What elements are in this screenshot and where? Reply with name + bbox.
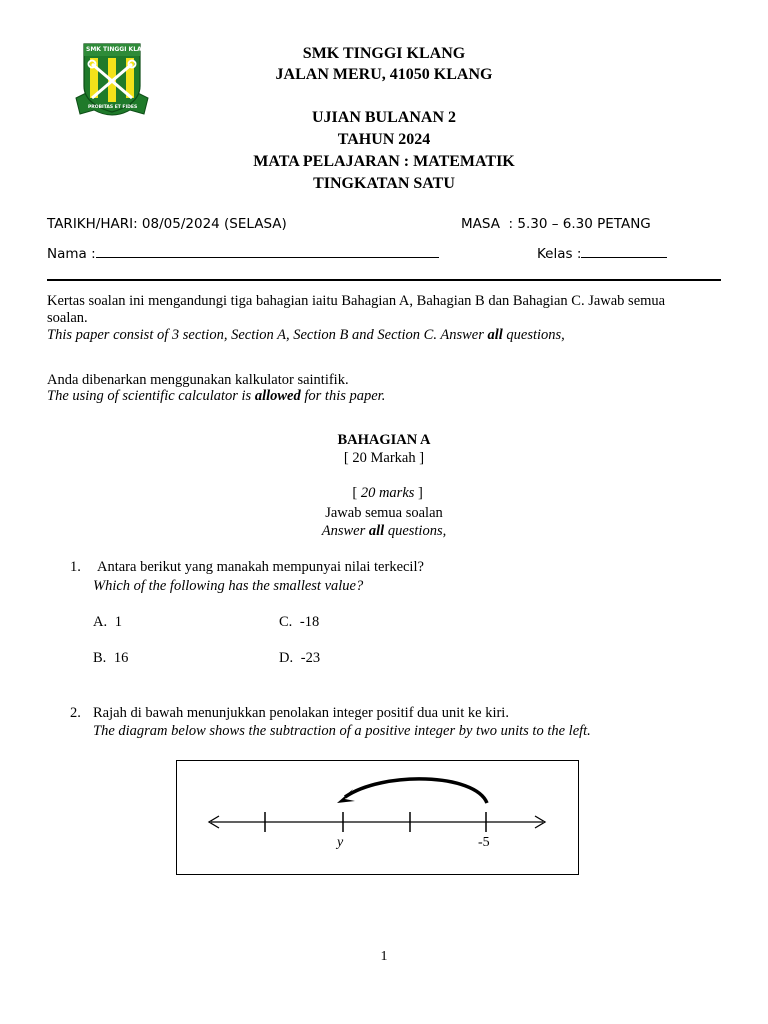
marks-en-text: 20 marks — [360, 485, 415, 501]
name-underline — [96, 243, 439, 258]
calculator-en-post: for this paper. — [300, 388, 386, 404]
instruction-ms — [47, 293, 721, 327]
answer-en-bold: all — [368, 523, 385, 539]
name-field[interactable] — [47, 243, 439, 262]
time-label: MASA : 5.30 – 6.30 PETANG — [461, 216, 651, 232]
instruction-ms-line1: Kertas soalan ini mengandungi tiga bahagian iaitu Bahagian A, Bahagian B dan Bahagian C. Jawab semua — [47, 293, 666, 309]
option-c[interactable] — [279, 614, 319, 631]
option-b-value: 16 — [113, 650, 129, 666]
option-a-letter: A. — [93, 614, 108, 630]
date-label: TARIKH/HARI: 08/05/2024 (SELASA) — [47, 216, 287, 232]
option-a-value: 1 — [114, 614, 122, 630]
option-c-letter: C. — [279, 614, 293, 630]
school-address: JALAN MERU, 41050 KLANG — [275, 66, 493, 83]
logo-banner-text: SMK TINGGI KLANG — [86, 46, 152, 53]
section-marks-en — [0, 468, 768, 502]
option-d-letter: D. — [279, 650, 294, 666]
question-2-text-en: The diagram below shows the subtraction of a positive integer by two units to the left. — [93, 723, 591, 739]
page-number: 1 — [380, 949, 388, 964]
label-minus-5: -5 — [478, 835, 490, 850]
section-marks-ms: [ 20 Markah ] — [343, 450, 425, 466]
answer-en-post: questions, — [384, 523, 447, 539]
school-name: SMK TINGGI KLANG — [302, 45, 466, 62]
option-a[interactable] — [93, 614, 122, 631]
jump-arc-arrow — [345, 779, 487, 803]
exam-subject: MATA PELAJARAN : MATEMATIK — [253, 153, 515, 170]
exam-title: UJIAN BULANAN 2 — [311, 109, 456, 126]
marks-en-open: [ — [352, 485, 361, 501]
question-1-text-ms: Antara berikut yang manakah mempunyai nilai terkecil? — [97, 559, 424, 575]
option-d-value: -23 — [300, 650, 321, 666]
option-d[interactable] — [279, 650, 320, 667]
option-b[interactable] — [93, 650, 128, 667]
option-b-letter: B. — [93, 650, 107, 666]
instruction-en-pre: This paper consist of 3 section, Section A, Section B and Section C. Answer — [47, 327, 488, 343]
question-2-number: 2. — [70, 705, 81, 721]
exam-year: TAHUN 2024 — [337, 131, 431, 148]
question-2-text-ms: Rajah di bawah menunjukkan penolakan integer positif dua unit ke kiri. — [93, 705, 509, 721]
answer-ms: Jawab semua soalan — [325, 505, 443, 521]
question-1-text-en: Which of the following has the smallest value? — [93, 578, 364, 594]
logo-motto-text: PROBITAS ET FIDES — [88, 105, 138, 110]
question-1-number: 1. — [70, 559, 81, 575]
calculator-en-pre: The using of scientific calculator is — [47, 388, 255, 404]
exam-form: TINGKATAN SATU — [313, 175, 455, 192]
calculator-en-bold: allowed — [254, 388, 301, 404]
class-underline — [581, 243, 667, 258]
number-line-diagram — [176, 760, 579, 875]
calculator-ms: Anda dibenarkan menggunakan kalkulator saintifik. — [47, 372, 349, 388]
name-label: Nama : — [47, 246, 96, 262]
calculator-en — [47, 388, 385, 405]
instruction-en-bold: all — [487, 327, 503, 343]
class-field[interactable] — [537, 243, 667, 262]
instruction-en-post: questions, — [502, 327, 565, 343]
answer-en-pre: Answer — [321, 523, 369, 539]
label-y: y — [337, 835, 344, 850]
answer-en — [0, 523, 768, 540]
instruction-en — [47, 327, 565, 344]
instruction-ms-line2: soalan. — [47, 310, 88, 326]
number-line-svg — [177, 761, 577, 873]
option-c-value: -18 — [299, 614, 320, 630]
marks-en-close: ] — [414, 485, 423, 501]
section-title: BAHAGIAN A — [337, 432, 431, 448]
class-label: Kelas : — [537, 246, 582, 262]
header-divider — [47, 279, 721, 281]
